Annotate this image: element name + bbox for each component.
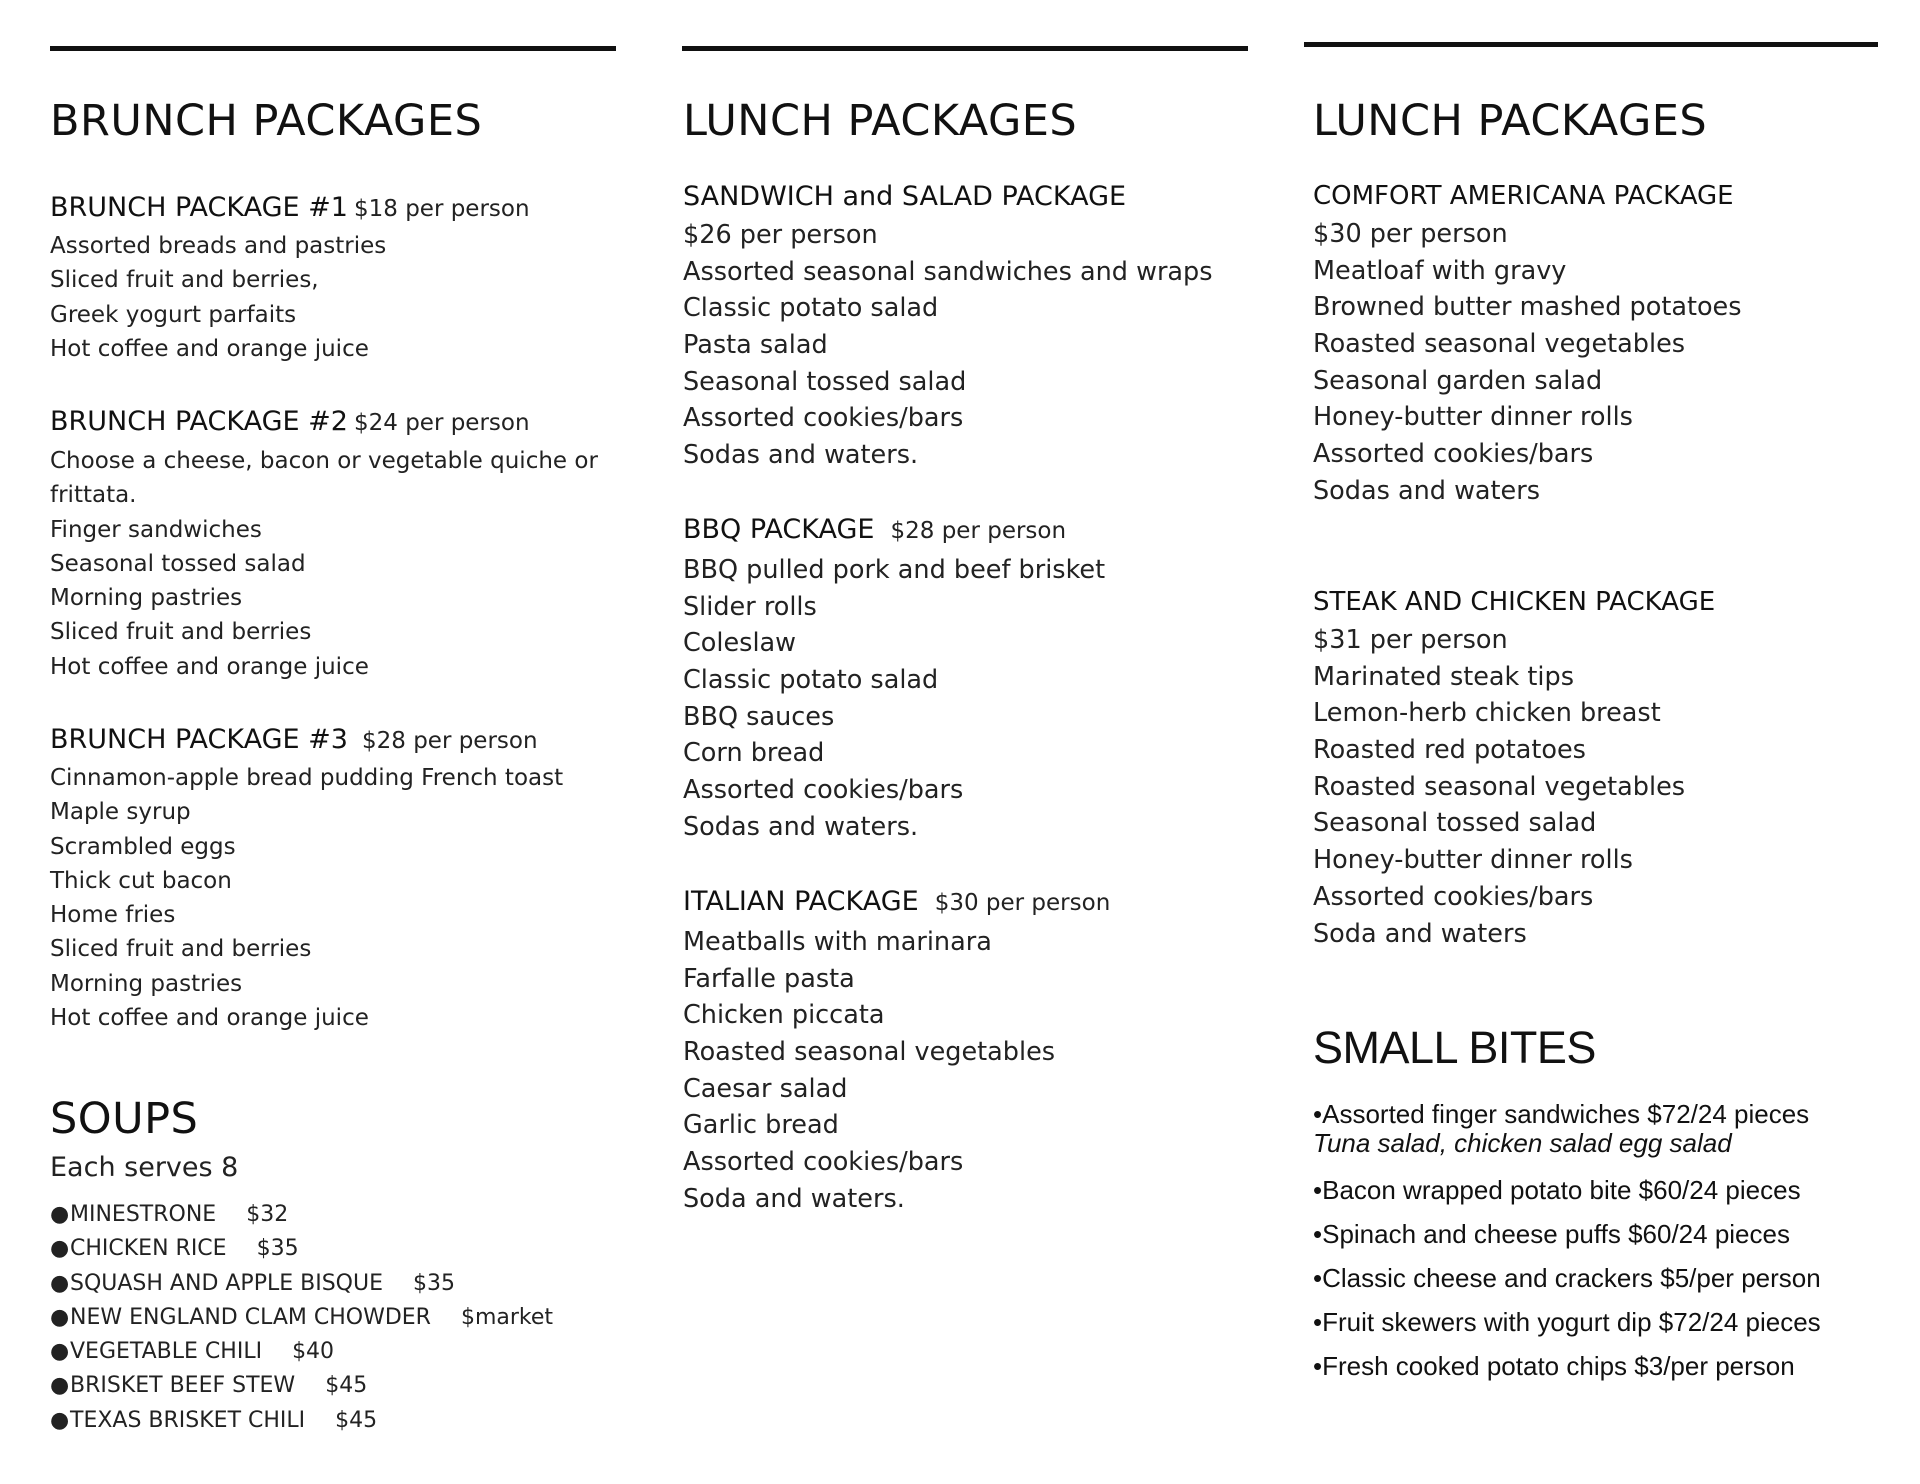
list-item: Sliced fruit and berries, bbox=[50, 267, 319, 294]
list-item: Sodas and waters bbox=[1313, 475, 1541, 506]
package-title: BRUNCH PACKAGE #3 bbox=[50, 724, 348, 755]
brunch-package-2-header bbox=[50, 406, 530, 437]
brunch-package-3-items bbox=[50, 761, 563, 1035]
package-price: $26 per person bbox=[683, 220, 878, 250]
soup-item bbox=[50, 1301, 553, 1335]
soup-item bbox=[50, 1198, 553, 1232]
list-item: Thick cut bacon bbox=[50, 867, 232, 894]
bbq-package-items bbox=[683, 552, 1105, 846]
soup-price: $40 bbox=[292, 1339, 335, 1365]
soup-name: SQUASH AND APPLE BISQUE bbox=[70, 1270, 383, 1296]
soup-item bbox=[50, 1232, 553, 1266]
list-item: Roasted seasonal vegetables bbox=[1313, 329, 1686, 360]
bullet-icon: ● bbox=[50, 1202, 70, 1227]
list-item: Choose a cheese, bacon or vegetable quiche or bbox=[50, 448, 598, 474]
bullet-icon: ● bbox=[50, 1236, 70, 1262]
soup-item bbox=[50, 1335, 553, 1369]
lunch-heading: LUNCH PACKAGES bbox=[683, 96, 1078, 146]
soup-name: TEXAS BRISKET CHILI bbox=[70, 1407, 306, 1433]
package-price: $30 per person bbox=[934, 890, 1111, 916]
list-item: Hot coffee and orange juice bbox=[50, 335, 369, 362]
list-item: •Classic cheese and crackers $5/per person bbox=[1313, 1263, 1821, 1293]
soup-item bbox=[50, 1404, 553, 1438]
bullet-icon: ● bbox=[50, 1270, 70, 1296]
list-item: Coleslaw bbox=[683, 628, 797, 659]
bullet-icon: ● bbox=[50, 1373, 70, 1399]
list-item: Lemon-herb chicken breast bbox=[1313, 698, 1661, 729]
soup-name: MINESTRONE bbox=[70, 1202, 217, 1227]
soups-subheading: Each serves 8 bbox=[50, 1152, 239, 1183]
steak-chicken-package-items bbox=[1313, 622, 1685, 952]
list-item: •Assorted finger sandwiches $72/24 pieces bbox=[1313, 1099, 1810, 1129]
list-item: •Bacon wrapped potato bite $60/24 pieces bbox=[1313, 1175, 1801, 1205]
package-title: BRUNCH PACKAGE #2 bbox=[50, 406, 348, 437]
soup-item bbox=[50, 1369, 553, 1403]
list-item: Corn bread bbox=[683, 738, 825, 769]
soup-price: $35 bbox=[256, 1236, 299, 1262]
list-item: Caesar salad bbox=[683, 1073, 848, 1104]
brunch-package-1-header bbox=[50, 192, 530, 223]
list-item: Marinated steak tips bbox=[1313, 661, 1574, 692]
list-item: Assorted cookies/bars bbox=[683, 403, 964, 434]
comfort-americana-package-items bbox=[1313, 216, 1742, 510]
package-title: BRUNCH PACKAGE #1 bbox=[50, 192, 348, 223]
list-item: Seasonal tossed salad bbox=[50, 550, 306, 577]
package-price: $18 per person bbox=[353, 196, 530, 222]
list-item: Assorted seasonal sandwiches and wraps bbox=[683, 256, 1213, 287]
package-title: STEAK AND CHICKEN PACKAGE bbox=[1313, 587, 1716, 617]
list-item: Sodas and waters. bbox=[683, 811, 919, 842]
list-item: Assorted cookies/bars bbox=[1313, 881, 1594, 912]
list-item: Classic potato salad bbox=[683, 665, 939, 696]
list-item: Meatloaf with gravy bbox=[1313, 255, 1567, 286]
soup-name: VEGETABLE CHILI bbox=[70, 1339, 263, 1365]
package-title: COMFORT AMERICANA PACKAGE bbox=[1313, 181, 1734, 211]
package-price: $24 per person bbox=[353, 410, 530, 436]
package-price: $30 per person bbox=[1313, 219, 1508, 249]
soup-name: CHICKEN RICE bbox=[70, 1236, 227, 1262]
list-item: Assorted cookies/bars bbox=[683, 775, 964, 806]
list-item: Honey-butter dinner rolls bbox=[1313, 845, 1633, 876]
list-item: Seasonal garden salad bbox=[1313, 365, 1603, 396]
list-item: Assorted cookies/bars bbox=[1313, 439, 1594, 470]
list-item: Sliced fruit and berries bbox=[50, 619, 312, 646]
package-title: BBQ PACKAGE bbox=[683, 514, 875, 545]
soup-price: $45 bbox=[325, 1373, 368, 1399]
package-price: $31 per person bbox=[1313, 625, 1508, 655]
list-item: Assorted cookies/bars bbox=[683, 1147, 964, 1178]
list-item: Roasted seasonal vegetables bbox=[1313, 771, 1686, 802]
brunch-heading: BRUNCH PACKAGES bbox=[50, 96, 483, 146]
soups-list bbox=[50, 1198, 553, 1438]
small-bites-note: Tuna salad, chicken salad egg salad bbox=[1313, 1128, 1732, 1158]
list-item: Seasonal tossed salad bbox=[683, 366, 967, 397]
bullet-icon: ● bbox=[50, 1339, 70, 1365]
soups-heading: SOUPS bbox=[50, 1094, 199, 1144]
list-item: Greek yogurt parfaits bbox=[50, 301, 297, 328]
list-item: Pasta salad bbox=[683, 330, 828, 361]
list-item: Meatballs with marinara bbox=[683, 927, 992, 957]
list-item: BBQ sauces bbox=[683, 701, 835, 732]
soup-price: $market bbox=[460, 1304, 554, 1330]
list-item: Finger sandwiches bbox=[50, 516, 262, 543]
list-item: Assorted breads and pastries bbox=[50, 233, 387, 259]
soup-price: $32 bbox=[246, 1202, 289, 1227]
divider-rule bbox=[682, 46, 1248, 51]
list-item: Soda and waters bbox=[1313, 918, 1527, 949]
soup-item bbox=[50, 1267, 553, 1301]
list-item: Classic potato salad bbox=[683, 293, 939, 324]
bullet-icon: ● bbox=[50, 1407, 70, 1433]
list-item: Morning pastries bbox=[50, 970, 243, 997]
list-item: Morning pastries bbox=[50, 585, 243, 612]
italian-package-header bbox=[683, 886, 1110, 917]
package-price: $28 per person bbox=[890, 518, 1067, 544]
list-item: Slider rolls bbox=[683, 591, 817, 622]
list-item: Honey-butter dinner rolls bbox=[1313, 402, 1633, 433]
list-item: Scrambled eggs bbox=[50, 833, 236, 860]
bullet-icon: ● bbox=[50, 1304, 70, 1330]
list-item: Garlic bread bbox=[683, 1110, 839, 1141]
package-title: ITALIAN PACKAGE bbox=[683, 886, 919, 917]
lunch-heading: LUNCH PACKAGES bbox=[1313, 96, 1708, 146]
divider-rule bbox=[50, 46, 616, 51]
italian-package-items bbox=[683, 924, 1055, 1218]
brunch-package-2-items bbox=[50, 444, 598, 684]
list-item: Farfalle pasta bbox=[683, 963, 855, 994]
soup-price: $35 bbox=[412, 1270, 455, 1296]
list-item: Maple syrup bbox=[50, 799, 191, 826]
divider-rule bbox=[1304, 42, 1878, 47]
list-item: Hot coffee and orange juice bbox=[50, 1005, 369, 1032]
list-item: Seasonal tossed salad bbox=[1313, 808, 1597, 839]
soup-price: $45 bbox=[335, 1407, 378, 1433]
bbq-package-header bbox=[683, 514, 1066, 545]
package-title: SANDWICH and SALAD PACKAGE bbox=[683, 181, 1127, 212]
list-item: BBQ pulled pork and beef brisket bbox=[683, 555, 1106, 585]
soup-name: NEW ENGLAND CLAM CHOWDER bbox=[70, 1304, 431, 1330]
brunch-package-1-items bbox=[50, 229, 386, 366]
list-item: Cinnamon-apple bread pudding French toast bbox=[50, 765, 564, 791]
list-item: Roasted seasonal vegetables bbox=[683, 1037, 1056, 1068]
small-bites-heading: SMALL BITES bbox=[1313, 1022, 1596, 1073]
list-item: frittata. bbox=[50, 482, 137, 509]
list-item: Sliced fruit and berries bbox=[50, 936, 312, 963]
brunch-package-3-header bbox=[50, 724, 538, 755]
list-item: •Fresh cooked potato chips $3/per person bbox=[1313, 1351, 1795, 1381]
sandwich-salad-package-items bbox=[683, 217, 1213, 474]
soup-name: BRISKET BEEF STEW bbox=[70, 1373, 296, 1399]
package-price: $28 per person bbox=[361, 728, 538, 754]
list-item: Chicken piccata bbox=[683, 1000, 885, 1031]
list-item: Soda and waters. bbox=[683, 1183, 905, 1214]
list-item: Browned butter mashed potatoes bbox=[1313, 292, 1742, 323]
list-item: •Spinach and cheese puffs $60/24 pieces bbox=[1313, 1219, 1790, 1249]
list-item: Roasted red potatoes bbox=[1313, 735, 1586, 766]
list-item: Hot coffee and orange juice bbox=[50, 653, 369, 680]
list-item: •Fruit skewers with yogurt dip $72/24 pieces bbox=[1313, 1307, 1821, 1337]
list-item: Home fries bbox=[50, 902, 176, 929]
list-item: Sodas and waters. bbox=[683, 440, 919, 471]
